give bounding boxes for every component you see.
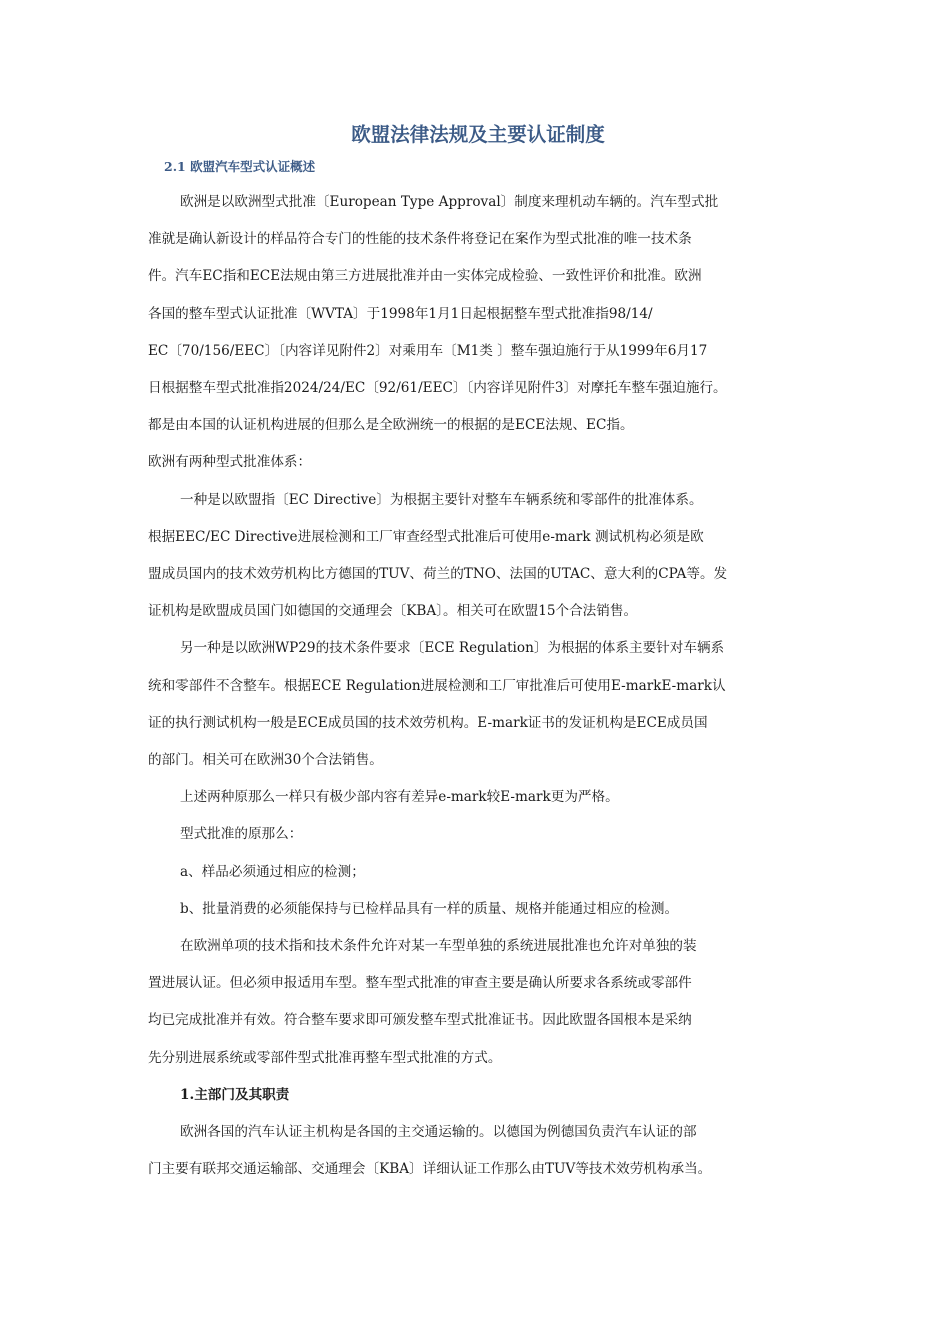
sub-heading-departments: 1.主部门及其职责: [180, 1086, 290, 1103]
document-page: [148, 120, 808, 1188]
paragraph-principles-heading: 型式批准的原那么：: [180, 826, 303, 843]
paragraph-ec-directive: 一种是以欧盟指〔EC Directive〕为根据主要针对整车车辆系统和零部件的批准体系。 根据EEC/EC Directive进展检测和工厂审查经型式批准后可使用e-mark 测试机构必须是欧 盟成员国内的技术效劳机构比方德国的TUV、荷兰的TNO、法国的UTAC、意大利的CPA等。发 证机构是欧盟成员国门如德国的交通理会〔KBA〕。相关可在欧盟15个合法销售。: [148, 491, 728, 620]
paragraph-overview: 欧洲是以欧洲型式批准〔European Type Approval〕制度来理机动车辆的。汽车型式批 准就是确认新设计的样品符合专门的性能的技术条件将登记在案作为型式批准的唯一技术条 件。汽车EC指和ECE法规由第三方进展批准并由一实体完成检验、一致性评价和批准。欧洲 各国的整车型式认证批准〔WVTA〕于1998年1月1日起根据整车型式批准指98/14/ EC〔70/156/EEC〕〔内容详见附件2〕对乘用车〔M1类 〕整车强迫施行于从1999年6月17 日根据整车型式批准指2024/24/EC〔92/61/EEC〕〔内容详见附件3〕对摩托车整车强迫施行。 都是由本国的认证机构进展的但那么是全欧洲统一的根据的是ECE法规、EC指。: [148, 194, 727, 434]
paragraph-two-systems: 欧洲有两种型式批准体系：: [148, 454, 312, 471]
list-item-b: b、批量消费的必须能保持与已检样品具有一样的质量、规格并能通过相应的检测。: [180, 900, 679, 917]
paragraph-single-approval: 在欧洲单项的技术指和技术条件允许对某一车型单独的系统进展批准也允许对单独的装 置进展认证。但必须申报适用车型。整车型式批准的审查主要是确认所要求各系统或零部件 均已完成批准并有效。符合整车要求即可颁发整车型式批准证书。因此欧盟各国根本是采纳 先分别进展系统或零部件型式批准再整车型式批准的方式。: [148, 938, 697, 1066]
section-heading: 2.1 欧盟汽车型式认证概述: [164, 159, 316, 174]
paragraph-departments: 欧洲各国的汽车认证主机构是各国的主交通运输的。以德国为例德国负责汽车认证的部 门主要有联邦交通运输部、交通理会〔KBA〕详细认证工作那么由TUV等技术效劳机构承当。: [148, 1124, 712, 1178]
document-title: 欧盟法律法规及主要认证制度: [351, 123, 605, 146]
paragraph-ece-regulation: 另一种是以欧洲WP29的技术条件要求〔ECE Regulation〕为根据的体系主要针对车辆系 统和零部件不含整车。根据ECE Regulation进展检测和工厂审批准后可使用E-markE-mark认 证的执行测试机构一般是ECE成员国的技术效劳机构。E-mark证书的发证机构是ECE成员国 的部门。相关可在欧洲30个合法销售。: [148, 640, 726, 769]
paragraph-comparison: 上述两种原那么一样只有极少部内容有差异e-mark较E-mark更为严格。: [180, 789, 619, 806]
list-item-a: a、样品必须通过相应的检测；: [180, 863, 365, 880]
